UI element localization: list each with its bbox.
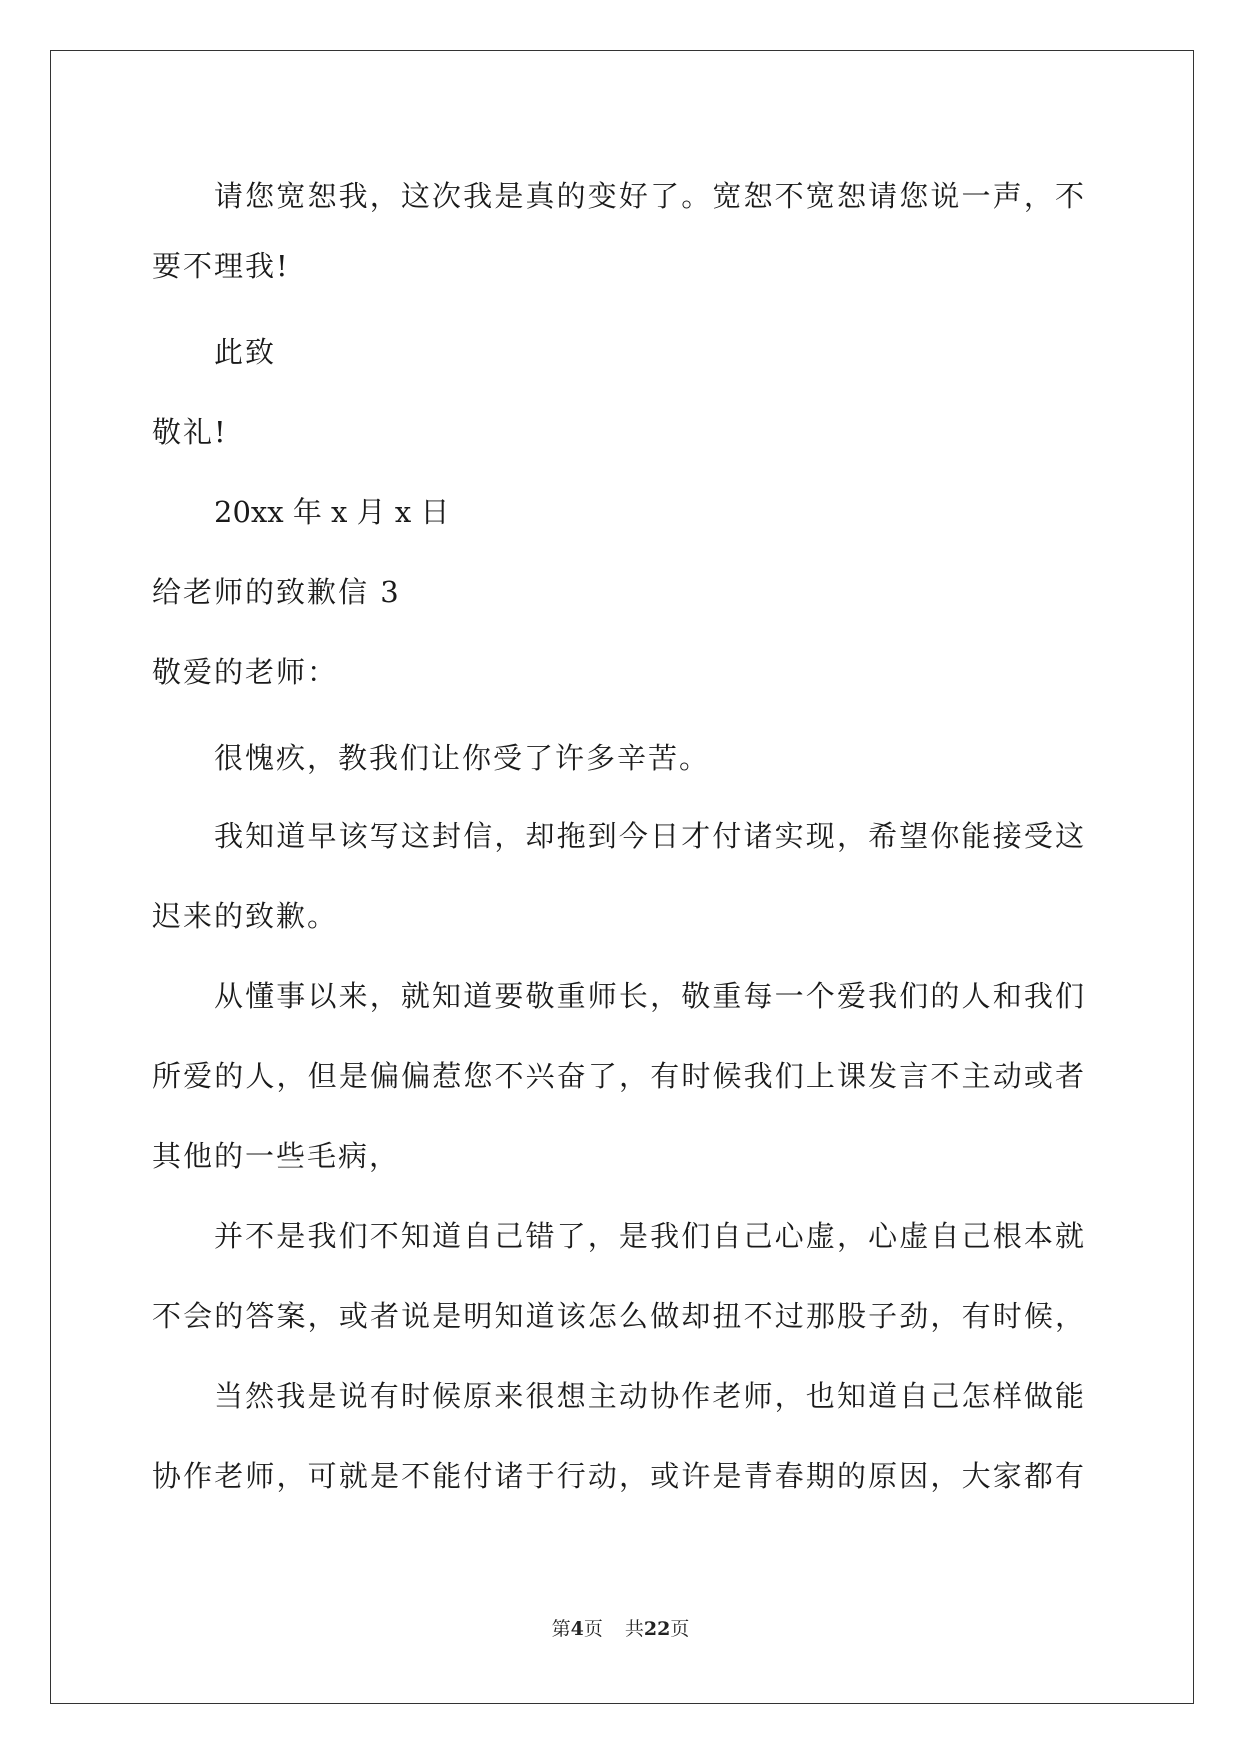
paragraph-line: 当然我是说有时候原来很想主动协作老师，也知道自己怎样做能	[214, 1379, 1086, 1413]
paragraph-line: 要不理我!	[152, 249, 290, 283]
paragraph-line: 所爱的人，但是偏偏惹您不兴奋了，有时候我们上课发言不主动或者	[152, 1059, 1086, 1093]
letter-date: 20xx 年 x 月 x 日	[214, 495, 450, 529]
section-title: 给老师的致歉信 3	[152, 575, 401, 609]
footer-total-pages: 22	[643, 1618, 671, 1640]
paragraph-line: 其他的一些毛病，	[152, 1139, 401, 1173]
paragraph-line: 请您宽恕我，这次我是真的变好了。宽恕不宽恕请您说一声，不	[214, 179, 1086, 213]
footer-total-suffix: 页	[670, 1618, 690, 1640]
paragraph-line: 从懂事以来，就知道要敬重师长，敬重每一个爱我们的人和我们	[214, 979, 1086, 1013]
footer-prefix: 第	[551, 1618, 571, 1640]
footer-page-number: 4	[570, 1618, 584, 1640]
paragraph-line: 迟来的致歉。	[152, 899, 339, 933]
paragraph-line: 并不是我们不知道自己错了，是我们自己心虚，心虚自己根本就	[214, 1219, 1086, 1253]
page-footer	[0, 1614, 1241, 1641]
closing-regards: 敬礼!	[152, 415, 228, 449]
closing-salutation: 此致	[214, 335, 277, 369]
footer-page-suffix: 页	[583, 1618, 603, 1640]
paragraph-line: 协作老师，可就是不能付诸于行动，或许是青春期的原因，大家都有	[152, 1459, 1086, 1493]
paragraph-line: 不会的答案，或者说是明知道该怎么做却扭不过那股子劲，有时候，	[152, 1299, 1086, 1333]
letter-greeting: 敬爱的老师：	[152, 655, 339, 689]
paragraph-line: 很愧疚，教我们让你受了许多辛苦。	[214, 741, 711, 775]
footer-total-prefix: 共	[624, 1618, 644, 1640]
paragraph-line: 我知道早该写这封信，却拖到今日才付诸实现，希望你能接受这	[214, 819, 1086, 853]
